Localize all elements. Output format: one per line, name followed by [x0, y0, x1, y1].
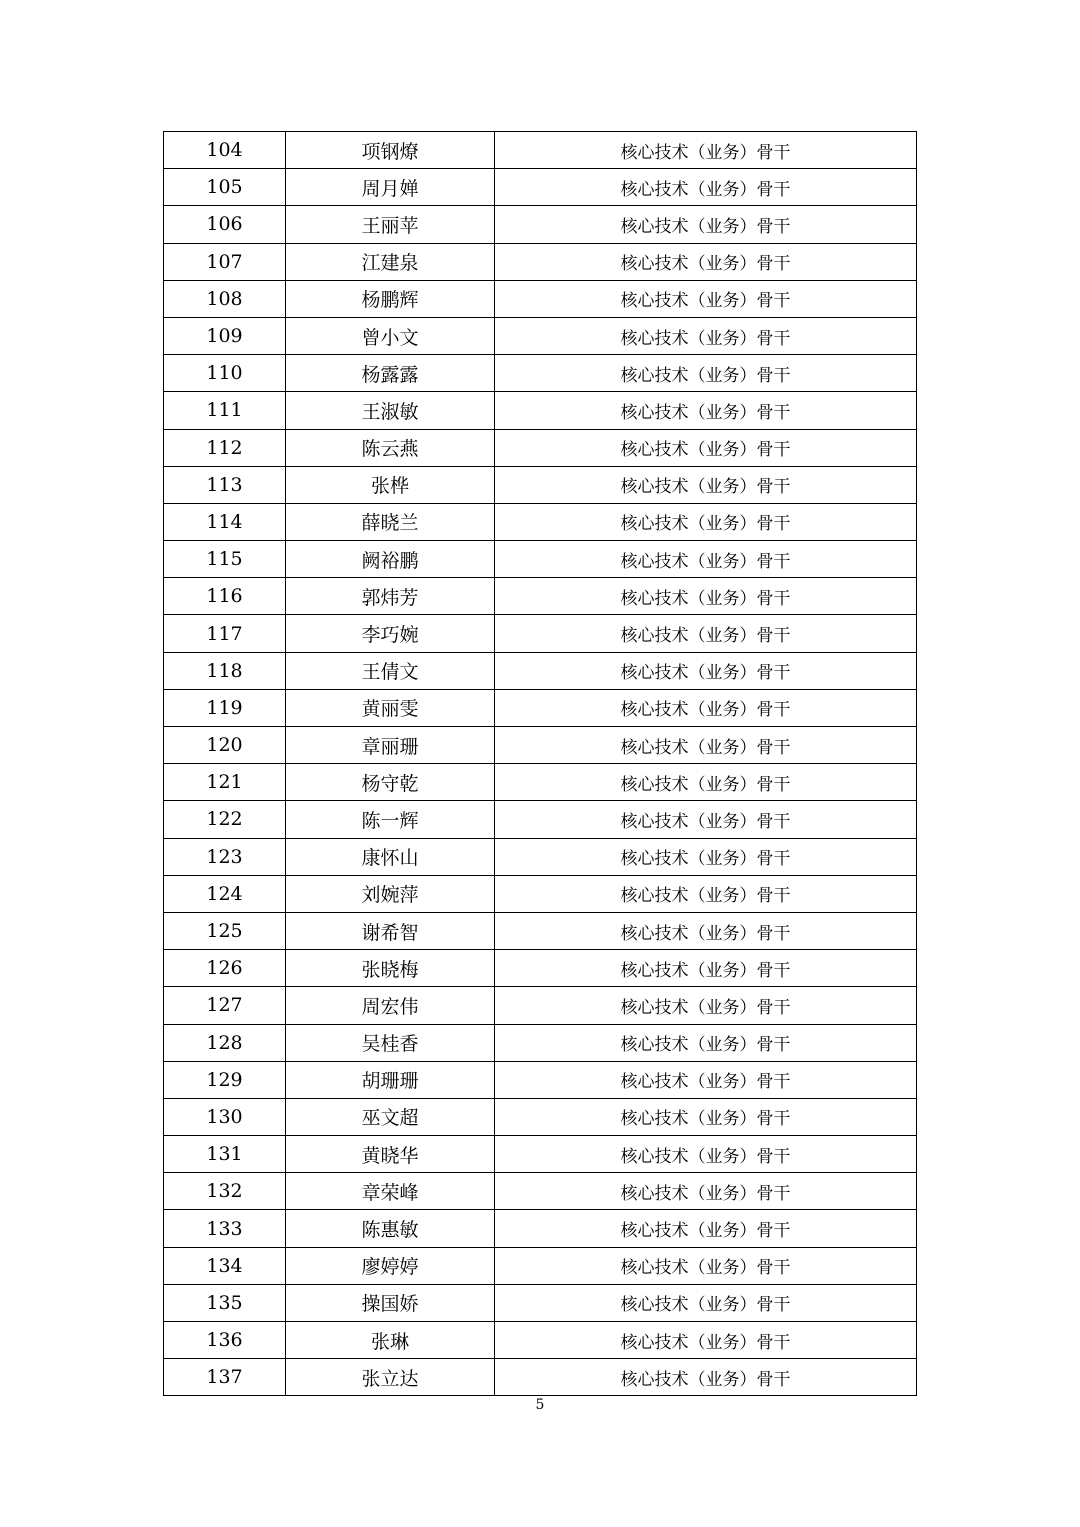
person-name: 黄丽雯: [286, 689, 495, 726]
category-cell: 核心技术（业务）骨干: [495, 169, 917, 206]
category-cell: 核心技术（业务）骨干: [495, 392, 917, 429]
row-number: 108: [164, 280, 286, 317]
row-number: 121: [164, 764, 286, 801]
page-number: 5: [535, 1397, 545, 1413]
row-number: 113: [164, 466, 286, 503]
category-cell: 核心技术（业务）骨干: [495, 1359, 917, 1396]
category-cell: 核心技术（业务）骨干: [495, 950, 917, 987]
table-row: [164, 169, 917, 206]
person-name: 章荣峰: [286, 1173, 495, 1210]
person-name: 周宏伟: [286, 987, 495, 1024]
table-row: [164, 801, 917, 838]
row-number: 104: [164, 132, 286, 169]
table-row: [164, 1061, 917, 1098]
table-row: [164, 689, 917, 726]
category-cell: 核心技术（业务）骨干: [495, 466, 917, 503]
row-number: 111: [164, 392, 286, 429]
category-cell: 核心技术（业务）骨干: [495, 243, 917, 280]
table-row: [164, 503, 917, 540]
table-row: [164, 206, 917, 243]
person-name: 操国娇: [286, 1284, 495, 1321]
table-row: [164, 950, 917, 987]
category-cell: 核心技术（业务）骨干: [495, 1098, 917, 1135]
person-name: 刘婉萍: [286, 875, 495, 912]
category-cell: 核心技术（业务）骨干: [495, 1061, 917, 1098]
person-name: 郭炜芳: [286, 578, 495, 615]
row-number: 107: [164, 243, 286, 280]
person-name: 胡珊珊: [286, 1061, 495, 1098]
person-name: 章丽珊: [286, 727, 495, 764]
person-name: 张晓梅: [286, 950, 495, 987]
row-number: 129: [164, 1061, 286, 1098]
row-number: 105: [164, 169, 286, 206]
category-cell: 核心技术（业务）骨干: [495, 615, 917, 652]
person-name: 杨露露: [286, 355, 495, 392]
category-cell: 核心技术（业务）骨干: [495, 1322, 917, 1359]
table-row: [164, 1284, 917, 1321]
person-name: 谢希智: [286, 912, 495, 949]
table-row: [164, 1098, 917, 1135]
person-name: 张桦: [286, 466, 495, 503]
table-row: [164, 1359, 917, 1396]
table-row: [164, 987, 917, 1024]
category-cell: 核心技术（业务）骨干: [495, 355, 917, 392]
category-cell: 核心技术（业务）骨干: [495, 1024, 917, 1061]
row-number: 117: [164, 615, 286, 652]
person-name: 杨鹏辉: [286, 280, 495, 317]
row-number: 128: [164, 1024, 286, 1061]
category-cell: 核心技术（业务）骨干: [495, 541, 917, 578]
table-row: [164, 243, 917, 280]
row-number: 110: [164, 355, 286, 392]
category-cell: 核心技术（业务）骨干: [495, 1247, 917, 1284]
category-cell: 核心技术（业务）骨干: [495, 987, 917, 1024]
category-cell: 核心技术（业务）骨干: [495, 132, 917, 169]
person-name: 项钢燎: [286, 132, 495, 169]
category-cell: 核心技术（业务）骨干: [495, 912, 917, 949]
person-name: 李巧婉: [286, 615, 495, 652]
category-cell: 核心技术（业务）骨干: [495, 1284, 917, 1321]
table-row: [164, 392, 917, 429]
table-row: [164, 132, 917, 169]
category-cell: 核心技术（业务）骨干: [495, 727, 917, 764]
table-row: [164, 578, 917, 615]
person-name: 杨守乾: [286, 764, 495, 801]
row-number: 119: [164, 689, 286, 726]
row-number: 136: [164, 1322, 286, 1359]
table-row: [164, 912, 917, 949]
row-number: 133: [164, 1210, 286, 1247]
row-number: 112: [164, 429, 286, 466]
category-cell: 核心技术（业务）骨干: [495, 1173, 917, 1210]
category-cell: 核心技术（业务）骨干: [495, 206, 917, 243]
row-number: 132: [164, 1173, 286, 1210]
person-name: 吴桂香: [286, 1024, 495, 1061]
roster-table: [163, 131, 917, 1396]
table-row: [164, 1173, 917, 1210]
person-name: 陈惠敏: [286, 1210, 495, 1247]
category-cell: 核心技术（业务）骨干: [495, 280, 917, 317]
table-row: [164, 1210, 917, 1247]
category-cell: 核心技术（业务）骨干: [495, 578, 917, 615]
person-name: 江建泉: [286, 243, 495, 280]
table-row: [164, 838, 917, 875]
person-name: 张琳: [286, 1322, 495, 1359]
person-name: 王丽苹: [286, 206, 495, 243]
table-row: [164, 280, 917, 317]
row-number: 115: [164, 541, 286, 578]
category-cell: 核心技术（业务）骨干: [495, 838, 917, 875]
row-number: 131: [164, 1136, 286, 1173]
table-row: [164, 764, 917, 801]
row-number: 137: [164, 1359, 286, 1396]
table-row: [164, 727, 917, 764]
table-row: [164, 1247, 917, 1284]
table-row: [164, 355, 917, 392]
row-number: 134: [164, 1247, 286, 1284]
roster-table-body: [164, 132, 917, 1396]
person-name: 曾小文: [286, 317, 495, 354]
category-cell: 核心技术（业务）骨干: [495, 429, 917, 466]
row-number: 124: [164, 875, 286, 912]
row-number: 109: [164, 317, 286, 354]
category-cell: 核心技术（业务）骨干: [495, 689, 917, 726]
person-name: 黄晓华: [286, 1136, 495, 1173]
table-row: [164, 1322, 917, 1359]
table-row: [164, 429, 917, 466]
row-number: 123: [164, 838, 286, 875]
row-number: 130: [164, 1098, 286, 1135]
row-number: 127: [164, 987, 286, 1024]
person-name: 陈一辉: [286, 801, 495, 838]
person-name: 康怀山: [286, 838, 495, 875]
row-number: 125: [164, 912, 286, 949]
category-cell: 核心技术（业务）骨干: [495, 764, 917, 801]
category-cell: 核心技术（业务）骨干: [495, 875, 917, 912]
row-number: 116: [164, 578, 286, 615]
category-cell: 核心技术（业务）骨干: [495, 1210, 917, 1247]
row-number: 106: [164, 206, 286, 243]
row-number: 114: [164, 503, 286, 540]
person-name: 巫文超: [286, 1098, 495, 1135]
category-cell: 核心技术（业务）骨干: [495, 317, 917, 354]
table-row: [164, 317, 917, 354]
person-name: 阙裕鹏: [286, 541, 495, 578]
row-number: 126: [164, 950, 286, 987]
row-number: 118: [164, 652, 286, 689]
row-number: 135: [164, 1284, 286, 1321]
table-row: [164, 1024, 917, 1061]
row-number: 120: [164, 727, 286, 764]
table-row: [164, 615, 917, 652]
person-name: 薛晓兰: [286, 503, 495, 540]
category-cell: 核心技术（业务）骨干: [495, 1136, 917, 1173]
table-row: [164, 875, 917, 912]
person-name: 王倩文: [286, 652, 495, 689]
table-row: [164, 1136, 917, 1173]
table-row: [164, 541, 917, 578]
person-name: 陈云燕: [286, 429, 495, 466]
person-name: 廖婷婷: [286, 1247, 495, 1284]
category-cell: 核心技术（业务）骨干: [495, 503, 917, 540]
table-row: [164, 466, 917, 503]
category-cell: 核心技术（业务）骨干: [495, 801, 917, 838]
row-number: 122: [164, 801, 286, 838]
person-name: 周月婵: [286, 169, 495, 206]
category-cell: 核心技术（业务）骨干: [495, 652, 917, 689]
table-row: [164, 652, 917, 689]
person-name: 张立达: [286, 1359, 495, 1396]
person-name: 王淑敏: [286, 392, 495, 429]
